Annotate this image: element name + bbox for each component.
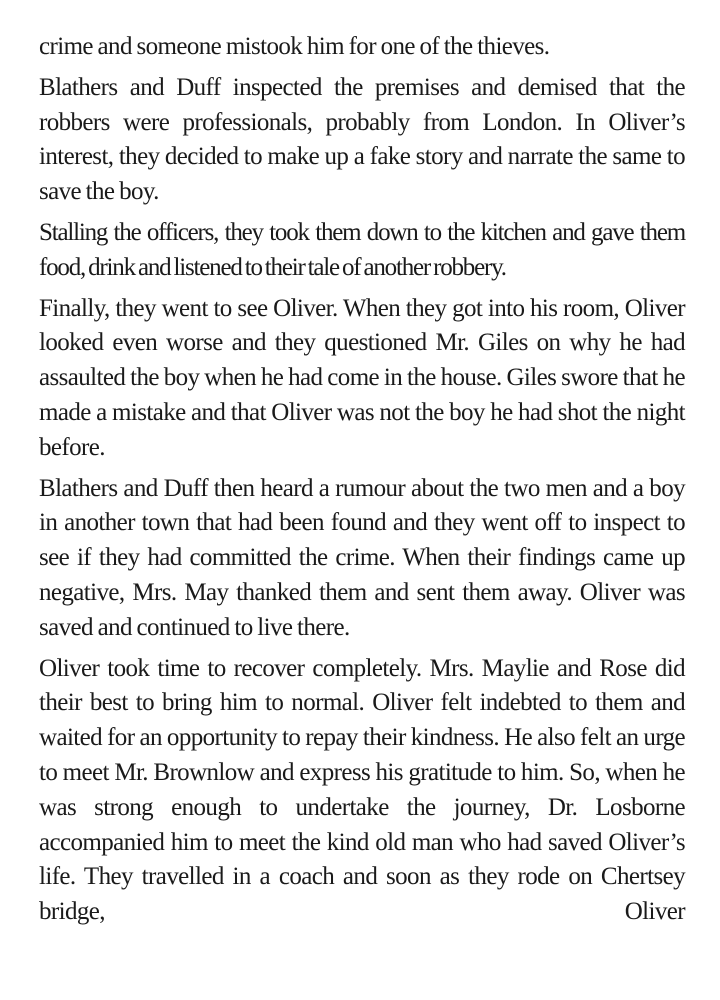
paragraph-1: crime and someone mistook him for one of the thieves. bbox=[39, 33, 550, 60]
paragraph-2: Blathers and Duff inspected the premises and demised that the robbers were professionals, probably from London. In Oliver’s interest, they decided to make up a fake story and narrate the same to save the boy. bbox=[39, 73, 685, 206]
document-page bbox=[39, 30, 685, 936]
paragraph-6: Oliver took time to recover completely. Mrs. Maylie and Rose did their best to bring him to normal. Oliver felt indebted to them and waited for an opportunity to repay their kindness. He also felt an urge to meet Mr. Brownlow and express his gratitude to him. So, when he was strong enough to undertake the journey, Dr. Losborne accompanied him to meet the kind old man who had saved Oliver’s life. They travelled in a coach and soon as they rode on Chertsey bridge, Oliver bbox=[39, 654, 685, 926]
paragraph-5: Blathers and Duff then heard a rumour about the two men and a boy in another town that had been found and they went off to inspect to see if they had committed the crime. When their findings came up negative, Mrs. May thanked them and sent them away. Oliver was saved and continued to live there. bbox=[39, 474, 685, 641]
paragraph-3: Stalling the officers, they took them down to the kitchen and gave them food, drink and listened to their tale of another robbery. bbox=[39, 218, 685, 281]
paragraph-4: Finally, they went to see Oliver. When they got into his room, Oliver looked even worse and they questioned Mr. Giles on why he had assaulted the boy when he had come in the house. Giles swore that he made a mistake and that Oliver was not the boy he had shot the night before. bbox=[39, 294, 685, 461]
